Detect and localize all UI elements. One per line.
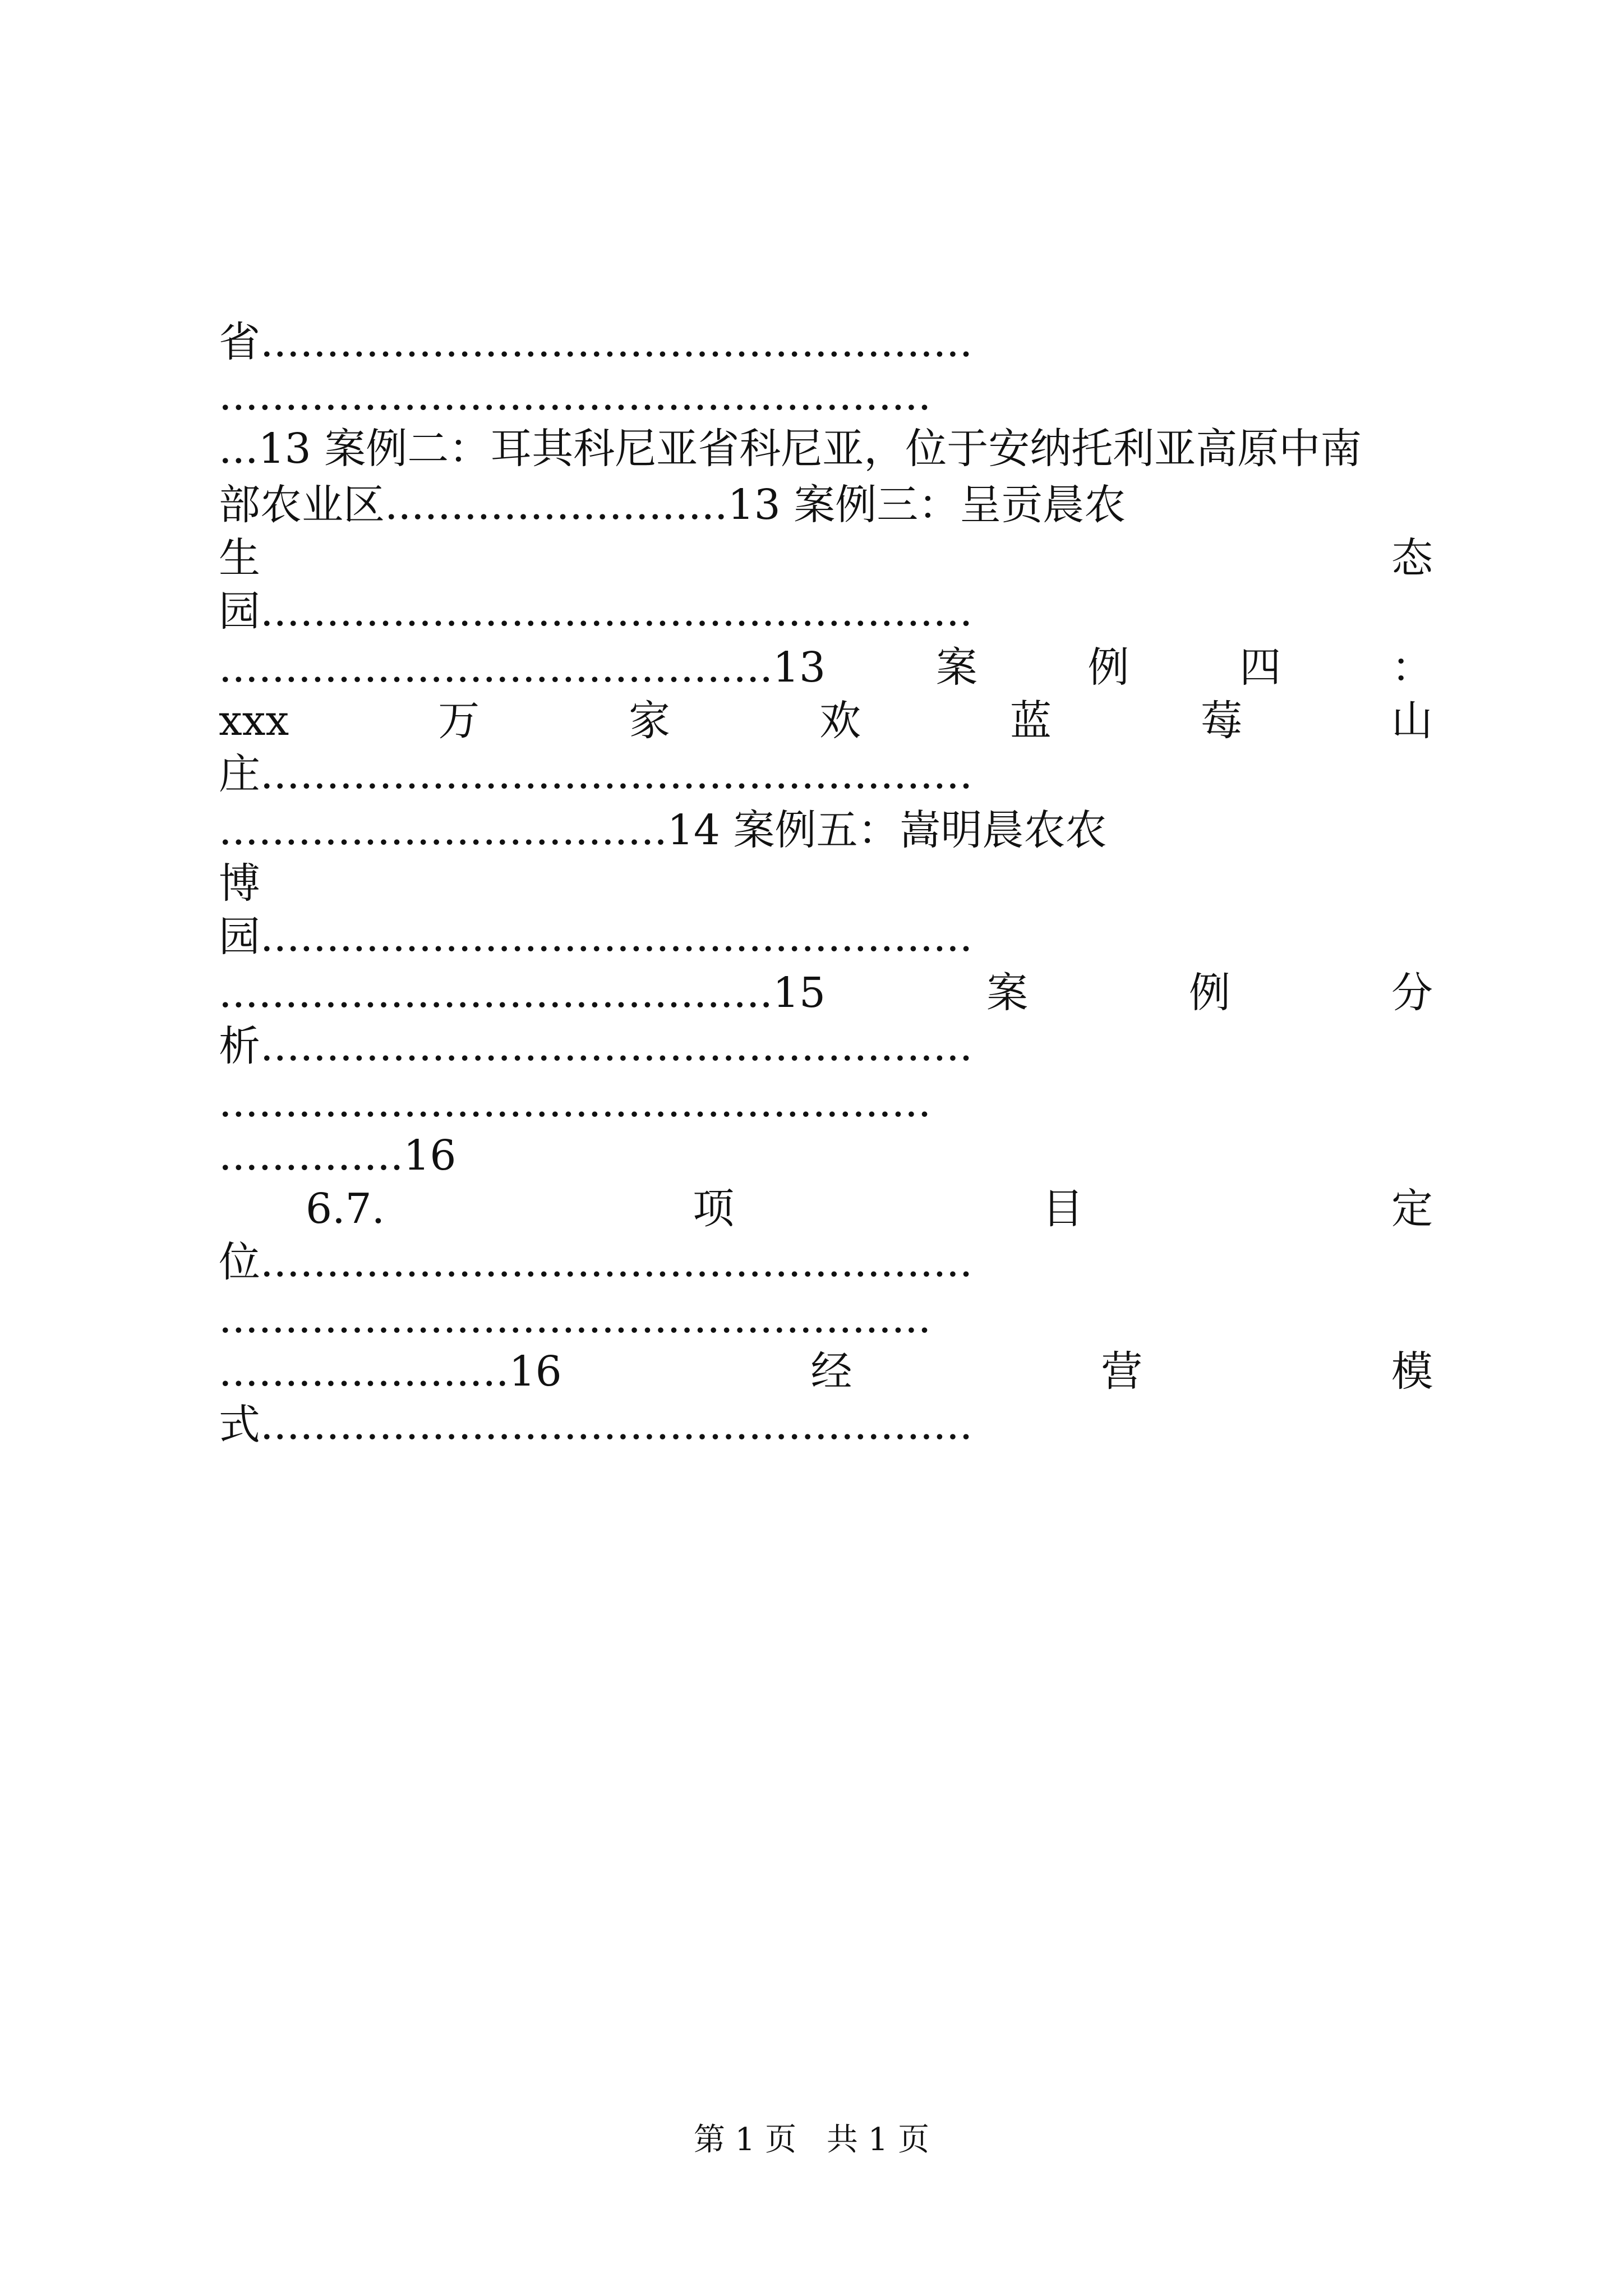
toc-word: 例 — [1087, 643, 1129, 692]
toc-word: 模 — [1391, 1347, 1433, 1396]
toc-word: 分 — [1391, 969, 1433, 1017]
toc-word: xxx — [219, 697, 289, 745]
toc-word: 莓 — [1200, 697, 1242, 745]
toc-line-21: 式...................................................... — [219, 1401, 973, 1449]
toc-word: 经 — [810, 1347, 852, 1396]
toc-line-8 — [219, 693, 1433, 749]
toc-line-12: 园...................................................... — [219, 913, 973, 961]
toc-word: 营 — [1101, 1347, 1143, 1396]
toc-word: 山 — [1391, 697, 1433, 745]
toc-word: ......................16 — [219, 1347, 562, 1396]
toc-word: 项 — [693, 1185, 735, 1233]
toc-line-9: 庄...................................................... — [219, 750, 973, 798]
toc-word: 欢 — [819, 697, 861, 745]
toc-line-5 — [219, 530, 1433, 586]
toc-line-4: 部农业区..........................13 案例三：呈贡晨农 — [219, 481, 1126, 529]
toc-word: 生 — [219, 534, 260, 582]
toc-word: ..........................................15 — [219, 969, 826, 1017]
toc-line-1: 省...................................................... — [219, 318, 973, 366]
toc-word: ： — [1391, 643, 1433, 692]
toc-line-14: 析...................................................... — [219, 1022, 973, 1070]
toc-word: 定 — [1391, 1185, 1433, 1233]
toc-word: 6.7. — [306, 1185, 385, 1233]
toc-line-16: ..............16 — [219, 1131, 457, 1180]
toc-word: 目 — [1042, 1185, 1084, 1233]
toc-word: 万 — [438, 697, 480, 745]
toc-line-2: ...................................................... — [219, 371, 932, 420]
toc-line-7 — [219, 639, 1433, 696]
page-number: 第 1 页 — [693, 2122, 797, 2158]
toc-line-10: ..................................14 案例五：嵩明晨农农 — [219, 806, 1107, 854]
toc-word: 案 — [935, 643, 978, 692]
page-footer — [0, 2115, 1623, 2165]
toc-line-17 — [219, 1181, 1433, 1237]
toc-word: 四 — [1239, 643, 1281, 692]
toc-word: 态 — [1391, 534, 1433, 582]
toc-word: 蓝 — [1010, 697, 1052, 745]
toc-word: 家 — [629, 697, 671, 745]
toc-line-15: ...................................................... — [219, 1078, 932, 1126]
toc-word: 案 — [986, 969, 1029, 1017]
page-total: 共 1 页 — [826, 2122, 930, 2158]
toc-line-18: 位...................................................... — [219, 1238, 973, 1286]
toc-line-19: ...................................................... — [219, 1294, 932, 1342]
toc-word: ..........................................13 — [219, 643, 826, 692]
toc-line-6: 园...................................................... — [219, 587, 973, 636]
toc-line-13 — [219, 965, 1433, 1021]
toc-line-11: 博 — [219, 859, 260, 908]
toc-word: 例 — [1189, 969, 1231, 1017]
toc-line-20 — [219, 1343, 1433, 1400]
toc-line-3: ...13 案例二：耳其科尼亚省科尼亚，位于安纳托利亚高原中南 — [219, 425, 1362, 473]
